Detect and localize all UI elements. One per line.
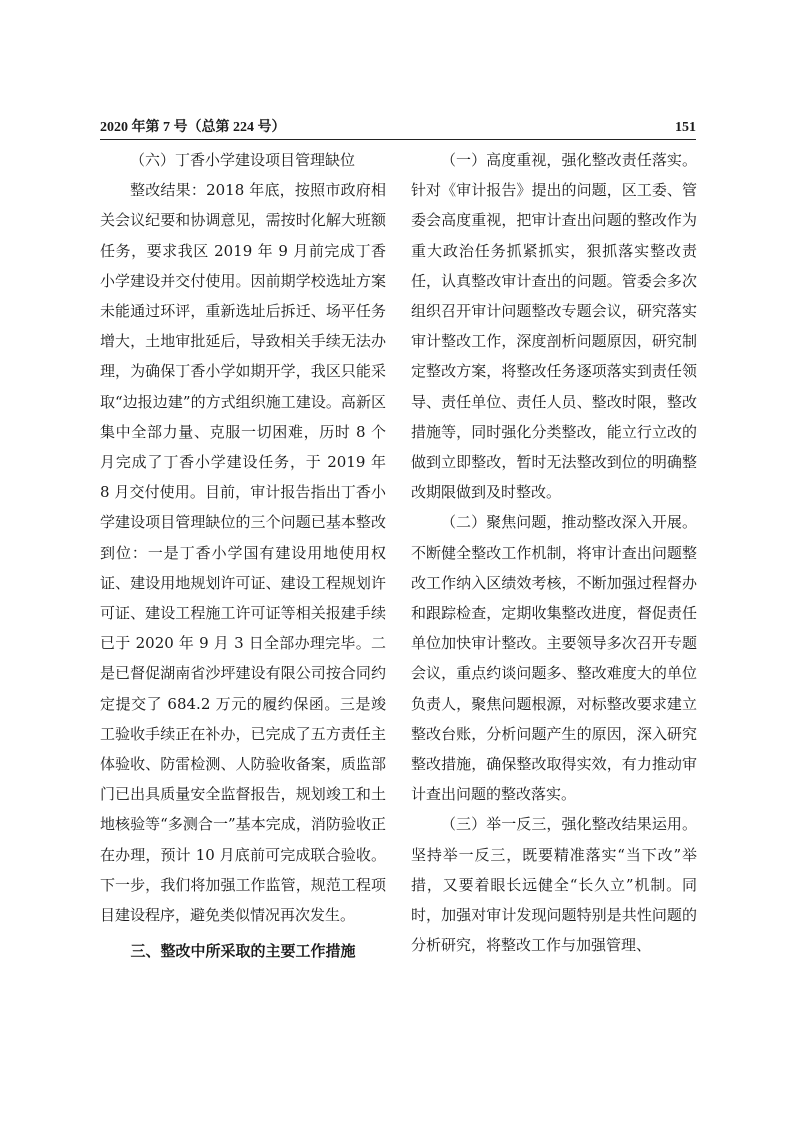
section-title: 三、整改中所采取的主要工作措施 [130,942,356,961]
subheading: （六）丁香小学建设项目管理缺位 [130,151,356,169]
page-number: 151 [675,120,696,135]
issue-label: 2020 年第 7 号（总第 224 号） [100,120,286,135]
page-header [100,118,696,136]
measure-paragraph-1 [411,145,697,507]
measure-body-1: 针对《审计报告》提出的问题，区工委、管委会高度重视，把审计查出问题的整改作为重大政治任务抓紧抓实，狠抓落实整改责任，认真整改审计查出的问题。管委会多次组织召开审计问题整改专题会议，研究落实审计整改工作，深度剖析问题原因，研究制定整改方案，将整改任务逐项落实到责任领导、责任单位、责任人员、整改时限，整改措施等，同时强化分类整改，能立行立改的做到立即整改，暂时无法整改到位的明确整改期限做到及时整改。 [411,181,697,502]
measure-paragraph-3 [411,809,697,960]
left-column [100,145,386,966]
body-paragraph: 整改结果：2018 年底，按照市政府相关会议纪要和协调意见，需按时化解大班额任务，要求我区 2019 年 9 月前完成丁香小学建设并交付使用。因前期学校选址方案未能通过环评，重新选址后拆迁、场平任务增大，土地审批延后，导致相关手续无法办理，为确保丁香小学如期开学，我区只能采取“边报边建”的方式组织施工建设。高新区集中全部力量、克服一切困难，历时 8 个月完成了丁香小学建设任务，于 2019 年 8 月交付使用。目前，审计报告指出丁香小学建设项目管理缺位的三个问题已基本整改到位：一是丁香小学国有建设用地使用权证、建设用地规划许可证、建设工程规划许可证、建设工程施工许可证等相关报建手续已于 2020 年 9 月 3 日全部办理完毕。二是已督促湖南省沙坪建设有限公司按合同约定提交了 684.2 万元的履约保函。三是竣工验收手续正在补办，已完成了五方责任主体验收、防雷检测、人防验收备案，质监部门已出具质量安全监督报告，规划竣工和土地核验等“多测合一”基本完成，消防验收正在办理，预计 10 月底前可完成联合验收。下一步，我们将加强工作监管，规范工程项目建设程序，避免类似情况再次发生。 [100,181,386,925]
measure-heading-1: （一）高度重视，强化整改责任落实。 [441,151,697,169]
measure-heading-2: （二）聚焦问题，推动整改深入开展。 [441,513,697,532]
measure-body-3: 坚持举一反三，既要精准落实“当下改”举措，又要着眼长远健全“长久立”机制。同时，加强对审计发现问题特别是共性问题的分析研究，将整改工作与加强管理、 [411,845,697,955]
header-rule [100,139,696,140]
measure-body-2: 不断健全整改工作机制，将审计查出问题整改工作纳入区绩效考核，不断加强过程督办和跟踪检查，定期收集整改进度，督促责任单位加快审计整改。主要领导多次召开专题会议，重点约谈问题多、整改难度大的单位负责人，聚焦问题根源，对标整改要求建立整改台账，分析问题产生的原因，深入研究整改措施，确保整改取得实效，有力推动审计查出问题的整改落实。 [411,543,697,804]
right-column [411,145,697,960]
measure-paragraph-2 [411,507,697,809]
measure-heading-3: （三）举一反三，强化整改结果运用。 [441,815,697,834]
